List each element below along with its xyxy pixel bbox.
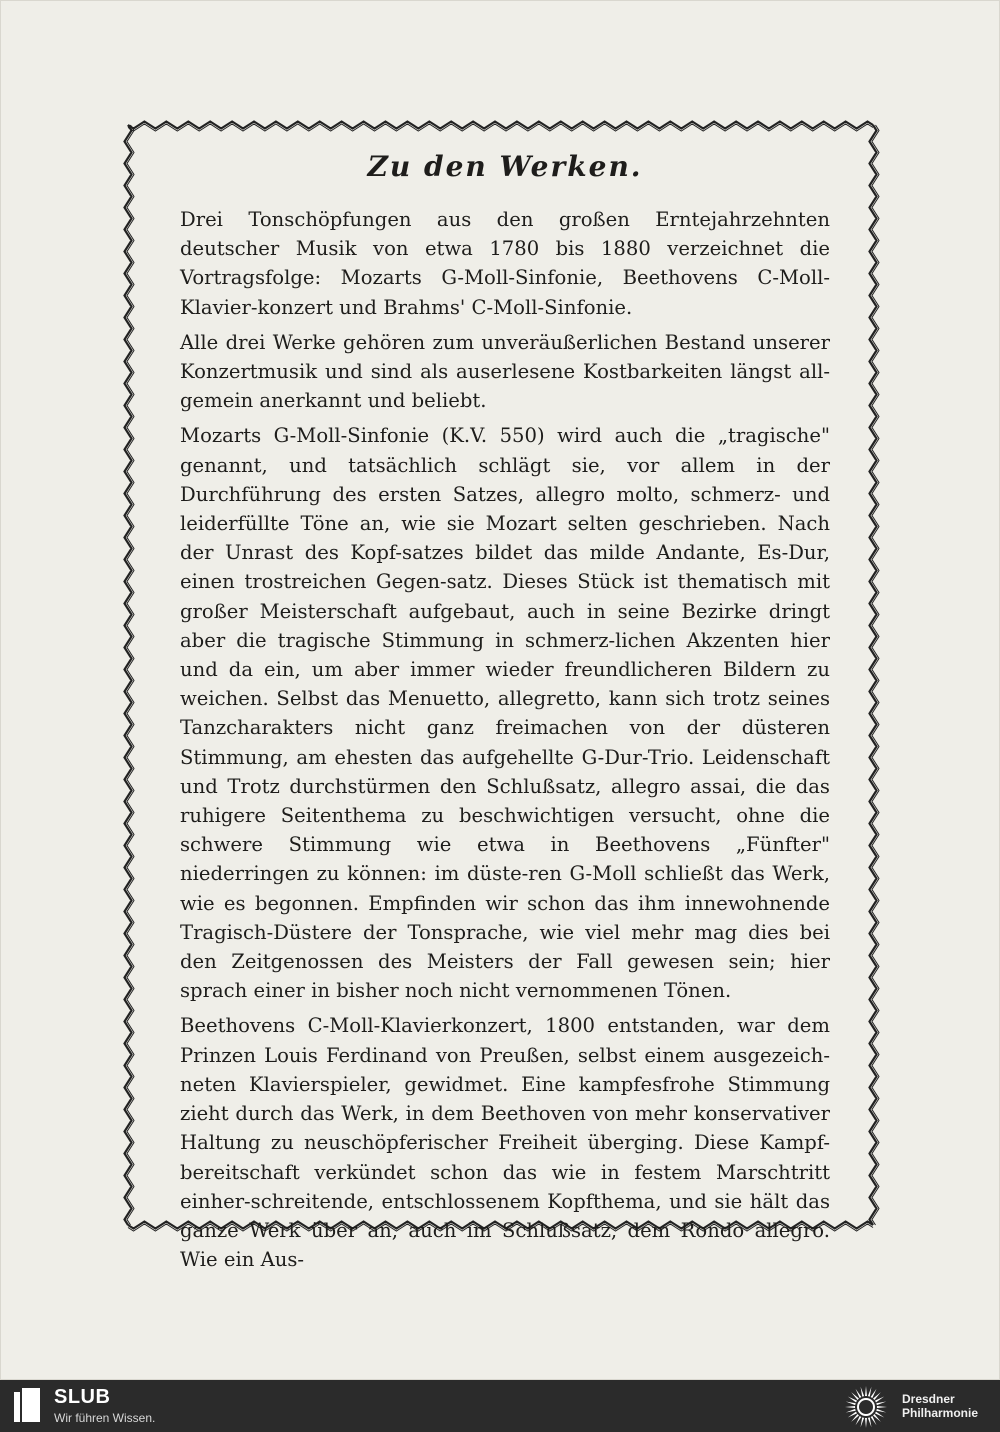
partner-name-line1: Dresdner	[902, 1392, 955, 1406]
library-tagline: Wir führen Wissen.	[54, 1411, 156, 1425]
document-content	[180, 150, 830, 1272]
footer-bar	[0, 1380, 1000, 1432]
paragraph-intro: Drei Tonschöpfungen aus den großen Erntejahrzehnten deutscher Musik von etwa 1780 bis 1880 verzeichnet die Vortragsfolge: Mozarts G-Moll-Sinfonie, Beethovens C-Moll-Klavier-konzert und Brahms' C-Moll-Sinfonie.	[180, 208, 830, 319]
paragraph-beethoven: Beethovens C-Moll-Klavierkonzert, 1800 entstanden, war dem Prinzen Louis Ferdinand von Preußen, selbst einem ausgezeich-neten Klavierspieler, gewidmet. Eine kampfesfrohe Stimmung zieht durch das Werk, in dem Beethoven von mehr konservativer Haltung zu neuschöpferischer Freiheit überging. Diese Kampf-bereitschaft verkündet schon das wie in festem Marschtritt einher-schreitende, entschlossenem Kopfthema, und sie hält das ganze Werk über an, auch im Schlußsatz, dem Rondo allegro. Wie ein Aus-	[180, 1014, 830, 1272]
philharmonie-logo-icon[interactable]	[843, 1384, 889, 1430]
library-name[interactable]: SLUB	[54, 1386, 111, 1408]
partner-name[interactable]	[902, 1392, 978, 1420]
paragraph-repertoire: Alle drei Werke gehören zum unveräußerlichen Bestand unserer Konzertmusik und sind als auserlesene Kostbarkeiten längst all-gemein anerkannt und beliebt.	[180, 330, 830, 413]
partner-name-line2: Philharmonie	[902, 1406, 979, 1420]
page-title: Zu den Werken.	[367, 150, 643, 183]
slub-logo-icon[interactable]	[14, 1388, 40, 1422]
paragraph-mozart: Mozarts G-Moll-Sinfonie (K.V. 550) wird auch die „tragische" genannt, und tatsächlich schlägt sie, vor allem in der Durchführung des ersten Satzes, allegro molto, schmerz- und leiderfüllte Töne an, wie sie Mozart selten geschrieben. Nach der Unrast des Kopf-satzes bildet das milde Andante, Es-Dur, einen trostreichen Gegen-satz. Dieses Stück ist thematisch mit großer Meisterschaft aufgebaut, auch in seine Bezirke dringt aber die tragische Stimmung in schmerz-lichen Akzenten hier und da ein, um aber immer wieder freundlicheren Bildern zu weichen. Selbst das Menuetto, allegretto, kann sich trotz seines Tanzcharakters nicht ganz freimachen von der düsteren Stimmung, am ehesten das aufgehellte G-Dur-Trio. Leidenschaft und Trotz durchstürmen den Schlußsatz, allegro assai, die das ruhigere Seitenthema zu beschwichtigen versucht, ohne die schwere Stimmung wie etwa in Beethovens „Fünfter" niederringen zu können: im düste-ren G-Moll schließt das Werk, wie es begonnen. Empfinden wir schon das ihm innewohnende Tragisch-Düstere der Tonsprache, wie viel mehr mag dies bei den Zeitgenossen des Meisters der Fall gewesen sein; hier sprach einer in bisher noch nicht vernommenen Tönen.	[180, 424, 830, 1003]
